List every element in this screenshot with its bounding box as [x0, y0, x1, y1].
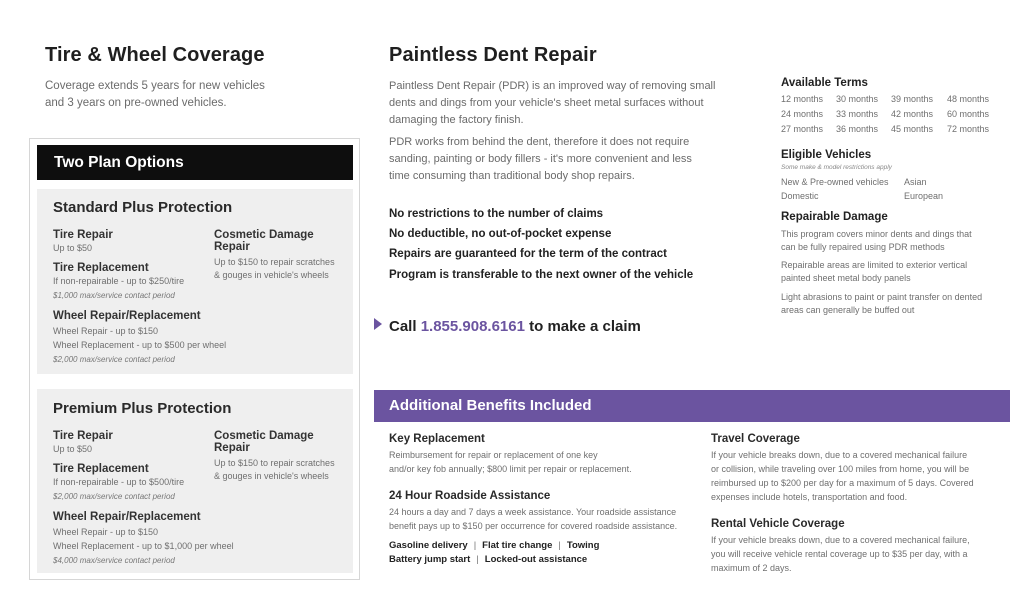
term: 36 months: [836, 124, 879, 134]
benefit-line: or collision, while traveling over 100 miles from home, you will be: [711, 464, 970, 474]
benefit-line: 24 hours a day and 7 days a week assistance. Your roadside assistance: [389, 507, 677, 517]
wheel-max-note: $2,000 max/service contact period: [53, 355, 175, 364]
tire-replacement-detail: If non-repairable - up to $500/tire: [53, 477, 185, 487]
standard-plan-title: Standard Plus Protection: [53, 199, 233, 216]
call-prefix: Call: [389, 318, 417, 335]
pdr-line: dents and dings from your vehicle's sheet metal surfaces without: [389, 97, 704, 109]
pdr-title: Paintless Dent Repair: [389, 44, 597, 66]
cosmetic-damage-heading: [214, 430, 314, 454]
call-to-action: [374, 318, 641, 335]
pdr-line: sanding, painting or body fillers - it's more convenient and less: [389, 153, 692, 165]
separator: |: [476, 554, 479, 565]
pdr-paragraph-1: [389, 78, 715, 129]
pdr-line: time consuming than traditional body shop repairs.: [389, 170, 635, 182]
wheel-max-note: $4,000 max/service contact period: [53, 556, 175, 565]
tire-replacement-heading: Tire Replacement: [53, 262, 149, 274]
roadside-text: [389, 505, 677, 533]
repairable-paragraph: [781, 291, 982, 317]
service-item: Gasoline delivery: [389, 540, 468, 551]
benefit-line: maximum of 2 days.: [711, 563, 792, 573]
cosmetic-damage-detail: [214, 457, 335, 483]
repairable-paragraph: [781, 228, 972, 254]
plan-options-header: Two Plan Options: [37, 145, 353, 180]
wheel-heading: Wheel Repair/Replacement: [53, 310, 201, 322]
eligible-note: Some make & model restrictions apply: [781, 164, 892, 171]
term: 30 months: [836, 94, 879, 104]
eligible-title: Eligible Vehicles: [781, 149, 872, 161]
service-item: Towing: [566, 540, 600, 551]
pdr-benefit: No deductible, no out-of-pocket expense: [389, 228, 612, 240]
call-suffix: to make a claim: [529, 318, 641, 335]
separator: |: [473, 540, 477, 551]
term: 12 months: [781, 94, 824, 104]
repairable-line: Repairable areas are limited to exterior vertical: [781, 260, 968, 270]
term: 60 months: [947, 109, 990, 119]
wheel-replacement-detail: Wheel Replacement - up to $500 per wheel: [53, 340, 227, 350]
roadside-services-row-1: [389, 540, 599, 551]
standard-plan-card: [37, 189, 353, 374]
pdr-benefit: No restrictions to the number of claims: [389, 208, 604, 220]
tire-wheel-intro: [45, 78, 265, 112]
tire-repair-detail: Up to $50: [53, 444, 93, 454]
eligible-item: Asian: [904, 177, 927, 187]
term: 39 months: [891, 94, 934, 104]
pdr-line: damaging the factory finish.: [389, 114, 524, 126]
term: 33 months: [836, 109, 879, 119]
additional-benefits-header: Additional Benefits Included: [374, 390, 1010, 422]
pdr-benefit: Repairs are guaranteed for the term of the contract: [389, 248, 667, 260]
benefit-line: expenses include hotels, transportation and food.: [711, 492, 908, 502]
premium-plan-title: Premium Plus Protection: [53, 400, 232, 417]
eligible-item: European: [904, 191, 944, 201]
service-item: Battery jump start: [389, 554, 471, 565]
intro-line: Coverage extends 5 years for new vehicles: [45, 80, 265, 92]
cosmetic-heading-line: Repair: [214, 442, 250, 454]
repairable-line: Light abrasions to paint or paint transfer on dented: [781, 292, 983, 302]
rental-coverage-title: Rental Vehicle Coverage: [711, 518, 845, 530]
premium-plan-card: [37, 389, 353, 573]
term: 72 months: [947, 124, 990, 134]
detail-line: & gouges in vehicle's wheels: [214, 471, 329, 481]
tire-max-note: $1,000 max/service contact period: [53, 291, 175, 300]
tire-wheel-title: Tire & Wheel Coverage: [45, 44, 265, 66]
term: 24 months: [781, 109, 824, 119]
tire-replacement-detail: If non-repairable - up to $250/tire: [53, 276, 185, 286]
tire-max-note: $2,000 max/service contact period: [53, 492, 175, 501]
benefit-line: you will receive vehicle rental coverage up to $35 per day, with a: [711, 549, 968, 559]
service-item: Flat tire change: [482, 540, 553, 551]
detail-line: Up to $150 to repair scratches: [214, 458, 335, 468]
wheel-repair-detail: Wheel Repair - up to $150: [53, 527, 159, 537]
benefit-line: and/or key fob annually; $800 limit per repair or replacement.: [389, 464, 632, 474]
terms-title: Available Terms: [781, 77, 868, 89]
separator: |: [558, 540, 561, 551]
key-replacement-text: [389, 448, 632, 476]
travel-coverage-text: [711, 448, 974, 504]
pdr-benefit: Program is transferable to the next owner of the vehicle: [389, 269, 694, 281]
cosmetic-heading-line: Cosmetic Damage: [214, 430, 314, 442]
wheel-heading: Wheel Repair/Replacement: [53, 511, 201, 523]
cosmetic-heading-line: Cosmetic Damage: [214, 229, 314, 241]
detail-line: & gouges in vehicle's wheels: [214, 270, 329, 280]
tire-repair-heading: Tire Repair: [53, 229, 113, 241]
tire-replacement-heading: Tire Replacement: [53, 463, 149, 475]
benefit-line: Reimbursement for repair or replacement of one key: [389, 450, 598, 460]
service-item: Locked-out assistance: [484, 554, 588, 565]
tire-repair-detail: Up to $50: [53, 243, 93, 253]
rental-coverage-text: [711, 533, 970, 575]
tire-repair-heading: Tire Repair: [53, 430, 113, 442]
term: 27 months: [781, 124, 824, 134]
pdr-paragraph-2: [389, 134, 692, 185]
cosmetic-heading-line: Repair: [214, 241, 250, 253]
repairable-title: Repairable Damage: [781, 211, 888, 223]
eligible-item: Domestic: [781, 191, 819, 201]
travel-coverage-title: Travel Coverage: [711, 433, 800, 445]
repairable-line: This program covers minor dents and dings that: [781, 229, 972, 239]
term: 48 months: [947, 94, 990, 104]
eligible-item: New & Pre-owned vehicles: [781, 177, 889, 187]
play-arrow-icon: [374, 318, 382, 330]
cosmetic-damage-heading: [214, 229, 314, 253]
intro-line: and 3 years on pre-owned vehicles.: [45, 97, 227, 109]
wheel-repair-detail: Wheel Repair - up to $150: [53, 326, 159, 336]
claim-phone-link[interactable]: 1.855.908.6161: [420, 318, 525, 335]
pdr-line: Paintless Dent Repair (PDR) is an improved way of removing small: [389, 80, 716, 92]
key-replacement-title: Key Replacement: [389, 433, 485, 445]
benefit-line: If your vehicle breaks down, due to a covered mechanical failure,: [711, 535, 970, 545]
benefit-line: benefit pays up to $150 per occurrence for covered roadside assistance.: [389, 521, 678, 531]
roadside-services-row-2: [389, 554, 587, 565]
detail-line: Up to $150 to repair scratches: [214, 257, 335, 267]
repairable-line: can be fully repaired using PDR methods: [781, 242, 945, 252]
benefit-line: reimbursed up to $200 per day for a maximum of 5 days. Covered: [711, 478, 974, 488]
roadside-title: 24 Hour Roadside Assistance: [389, 490, 551, 502]
repairable-line: painted sheet metal body panels: [781, 273, 911, 283]
pdr-line: PDR works from behind the dent, therefore it does not require: [389, 136, 690, 148]
repairable-paragraph: [781, 259, 967, 285]
term: 42 months: [891, 109, 934, 119]
wheel-replacement-detail: Wheel Replacement - up to $1,000 per wheel: [53, 541, 234, 551]
repairable-line: areas can generally be buffed out: [781, 305, 915, 315]
benefit-line: If your vehicle breaks down, due to a covered mechanical failure: [711, 450, 968, 460]
term: 45 months: [891, 124, 934, 134]
cosmetic-damage-detail: [214, 256, 335, 282]
